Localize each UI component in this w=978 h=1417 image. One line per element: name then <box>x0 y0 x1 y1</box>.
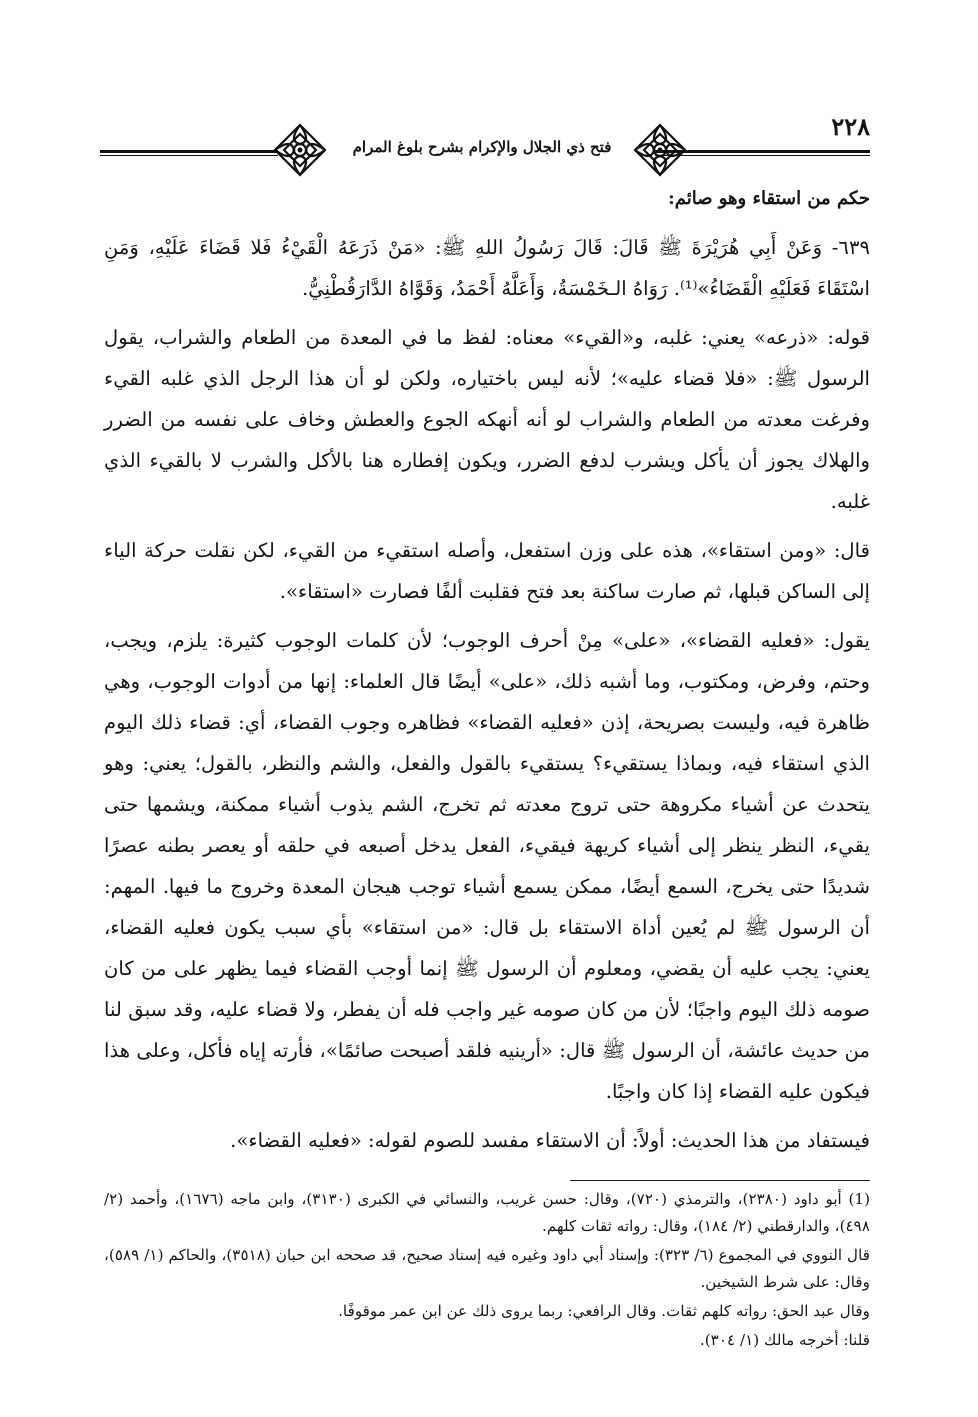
header-rule-left <box>100 150 278 156</box>
footnote: (1) أبو داود (٢٣٨٠)، والترمذي (٧٢٠)، وقال: حسن غريب، والنسائي في الكبرى (٣١٣٠)، وابن ماجه (١٦٧٦)، وأحمد (٢/ ٤٩٨)، والدارقطني (٢/ ١٨٤)، وقال: رواته ثقات كلهم. <box>104 1190 871 1235</box>
page-header <box>100 112 870 172</box>
paragraph: يقول: «فعليه القضاء»، «على» مِنْ أحرف الوجوب؛ لأن كلمات الوجوب كثيرة: يلزم، ويجب، وحتم، وفرض، ومكتوب، وما أشبه ذلك، «على» أيضًا قال العلماء: إنها من أدوات الوجوب، وهي ظاهرة فيه، وليست بصريحة، إذن «فعليه القضاء» فظاهره وجوب القضاء، أي: قضاء ذلك اليوم الذي استقاء فيه، وبماذا يستقيء؟ يستقيء بالقول والفعل، والشم والنظر، بالقول؛ يعني: وهو يتحدث عن أشياء مكروهة حتى تروج معدته ثم تخرج، الشم يذوب أشياء ممكنة، ويشمها حتى يقيء، النظر ينظر إلى أشياء كريهة فيقيء، الفعل يدخل أصبعه في حلقه أو يعصر بطنه عصرًا شديدًا حتى يخرج، السمع أيضًا، ممكن يسمع أشياء توجب هيجان المعدة وخروج ما فيها. المهم: أن الرسول ﷺ لم يُعين أداة الاستقاء بل قال: «من استقاء» بأي سبب يكون فعليه القضاء، يعني: يجب عليه أن يقضي، ومعلوم أن الرسول ﷺ إنما أوجب القضاء فيما يظهر على من كان صومه ذلك اليوم واجبًا؛ لأن من كان صومه غير واجب فله أن يفطر، ولا قضاء عليه، وقد سبق لنا من حديث عائشة، أن الرسول ﷺ قال: «أرينيه فلقد أصبحت صائمًا»، فأرته إياه فأكل، وعلى هذا فيكون عليه القضاء إذا كان واجبًا. <box>104 629 870 1103</box>
paragraph: فيستفاد من هذا الحديث: أولاً: أن الاستقاء مفسد للصوم لقوله: «فعليه القضاء». <box>230 1129 870 1152</box>
section-heading: حكم من استقاء وهو صائم: <box>668 188 870 209</box>
footnotes <box>104 1186 870 1356</box>
ornament-icon <box>632 122 688 178</box>
footnote: وقال عبد الحق: رواته كلهم ثقات. وقال الرافعي: ربما يروى ذلك عن ابن عمر موقوفًا. <box>338 1302 870 1320</box>
ornament-icon <box>272 122 328 178</box>
running-title: فتح ذي الجلال والإكرام بشرح بلوغ المرام <box>352 138 612 156</box>
paragraph: قوله: «ذرعه» يعني: غلبه، و«القيء» معناه: لفظ ما في المعدة من الطعام والشراب، يقول الرسول ﷺ: «فلا قضاء عليه»؛ لأنه ليس باختياره، ولكن لو أن هذا الرجل الذي غلبه القيء وفرغت معدته من الطعام والشراب لو أنه أنهكه الجوع والعطش وخاف على نفسه من الضرر والهلاك يجوز أن يأكل ويشرب لدفع الضرر، ويكون إفطاره هنا بالأكل والشرب لا بالقيء الذي غلبه. <box>104 326 871 513</box>
hadith-text: ٦٣٩- وَعَنْ أَبِي هُرَيْرَةَ ﷺ قَالَ: قَالَ رَسُولُ اللهِ ﷺ: «مَنْ ذَرَعَهُ الْقَيْءُ فَلا قَضَاءَ عَلَيْهِ، وَمَنِ اسْتَقَاءَ فَعَلَيْهِ الْقَضَاءُ»⁽¹⁾. رَوَاهُ الـخَمْسَةُ، وَأَعَلَّهُ أَحْمَدُ، وَقَوَّاهُ الدَّارَقُطْنِيُّ. <box>104 236 870 300</box>
paragraph: قال: «ومن استقاء»، هذه على وزن استفعل، وأصله استقيء من القيء، لكن نقلت حركة الياء إلى الساكن قبلها، ثم صارت ساكنة بعد فتح فقلبت ألفًا فصارت «استقاء». <box>104 539 870 603</box>
footnote: قال النووي في المجموع (٦/ ٣٢٣): وإسناد أبي داود وغيره فيه إسناد صحيح، قد صححه ابن حبان (٣٥١٨)، والحاكم (١/ ٥٨٩)، وقال: على شرط الشيخين. <box>104 1246 870 1291</box>
page-number: ٢٢٨ <box>831 112 870 141</box>
footnote: قلنا: أخرجه مالك (١/ ٣٠٤). <box>699 1331 870 1349</box>
main-text <box>104 178 870 1169</box>
footnote-separator <box>570 1180 870 1181</box>
